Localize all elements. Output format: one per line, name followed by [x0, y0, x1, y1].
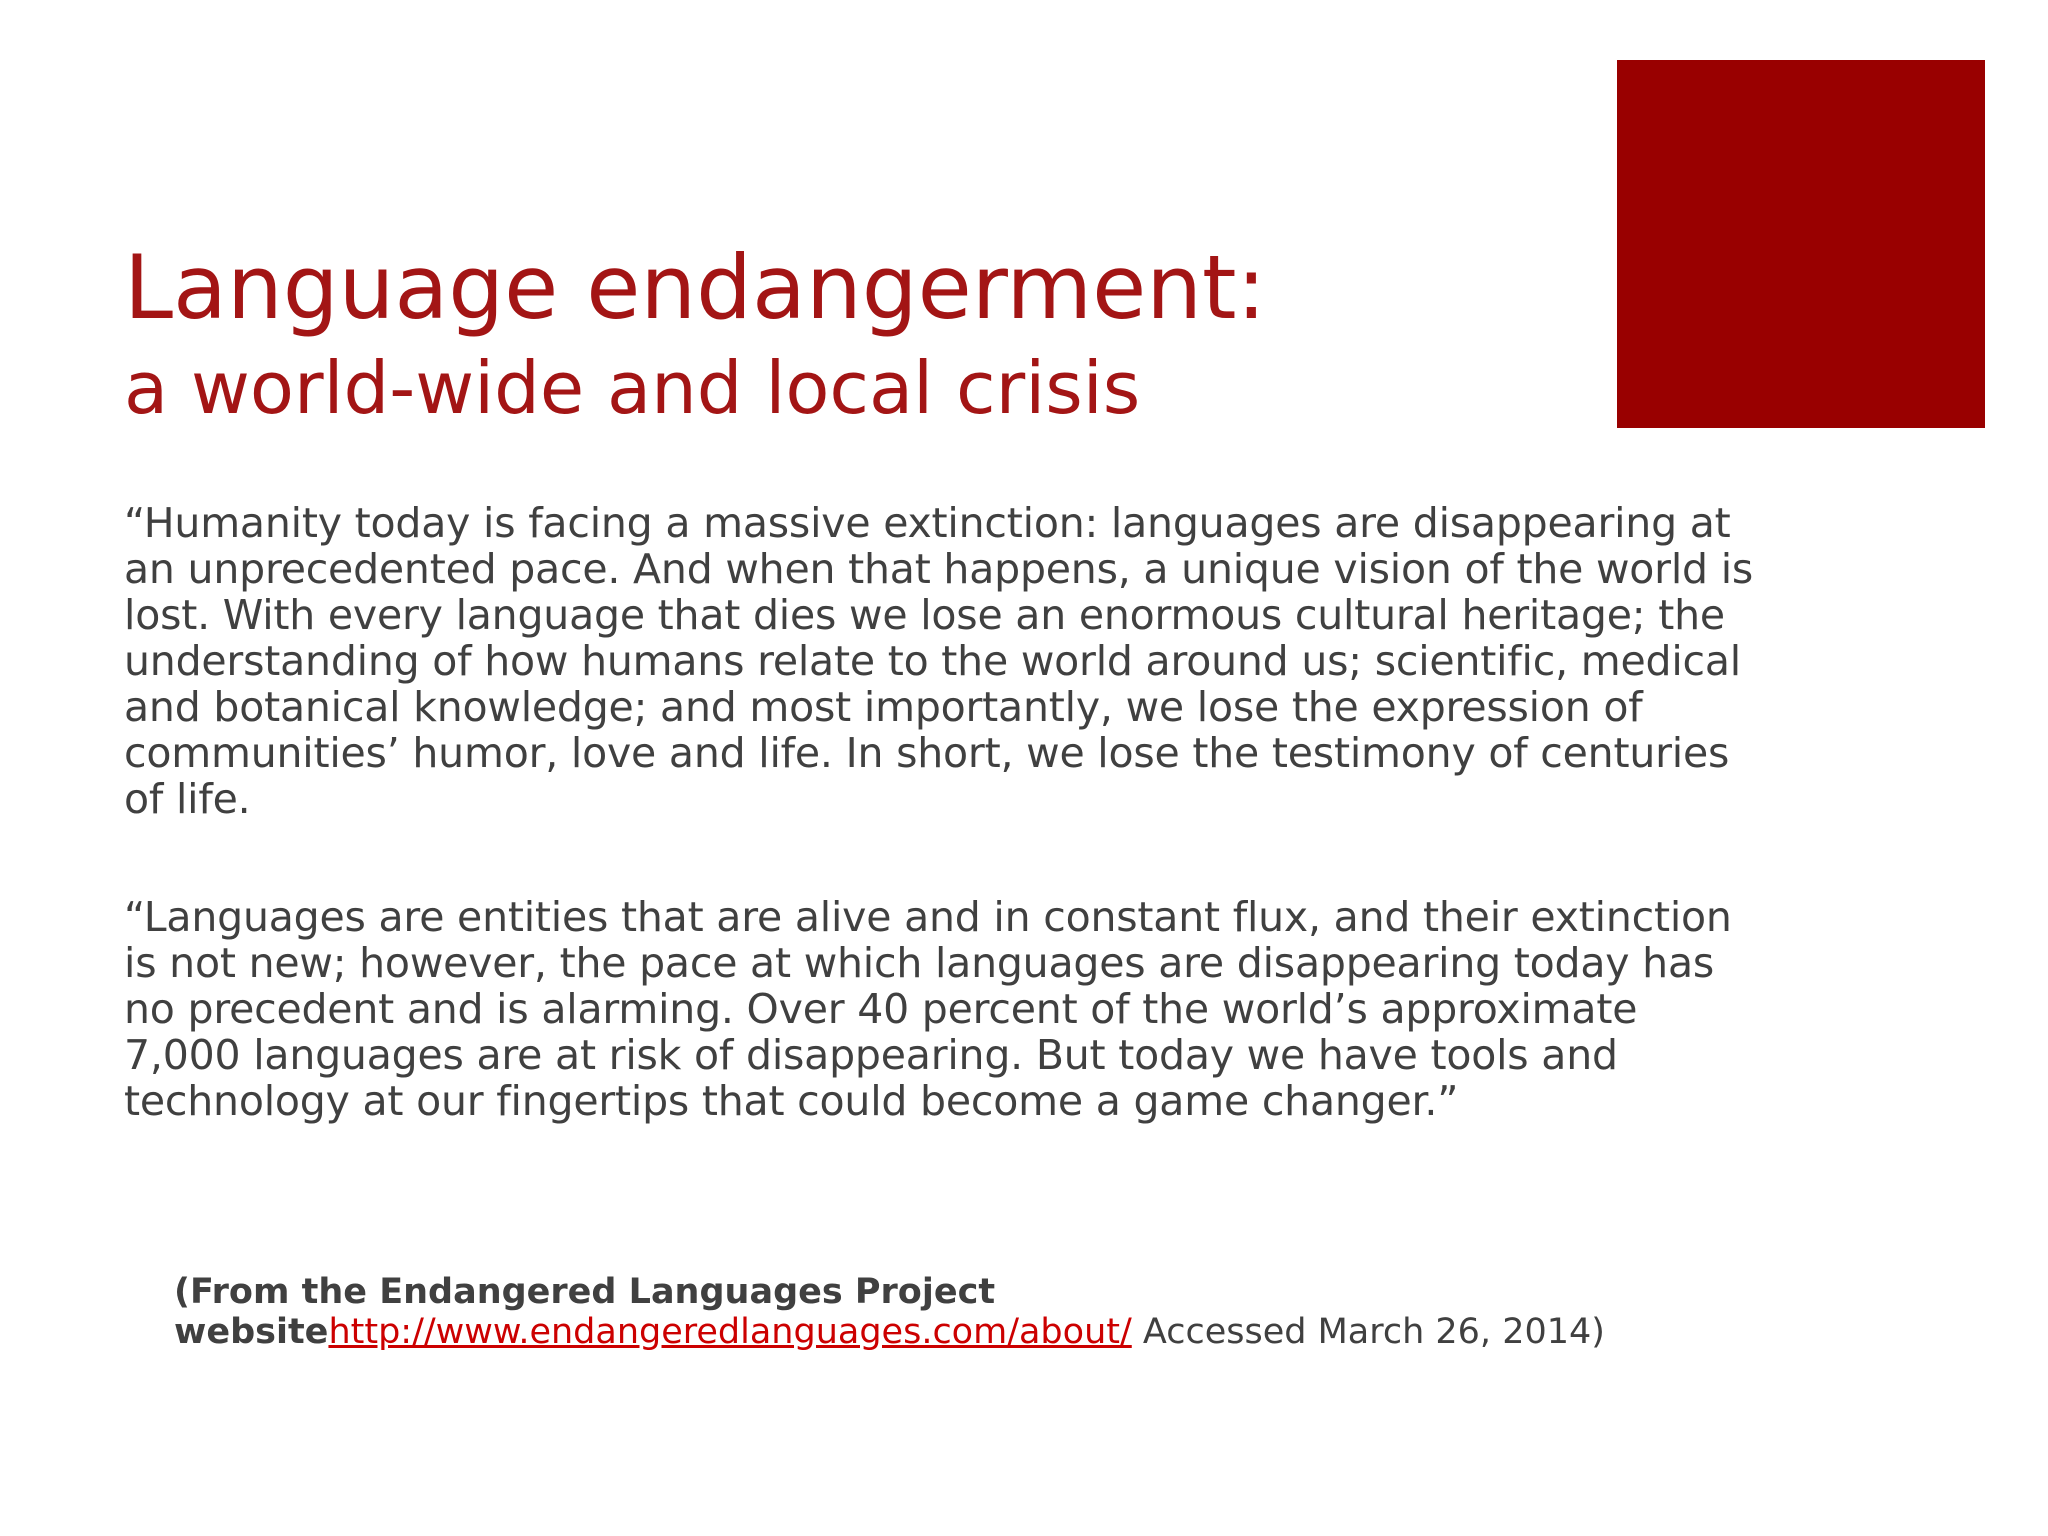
title-line-2: a world-wide and local crisis	[124, 346, 1141, 430]
citation-source: (From the Endangered Languages Project	[174, 1272, 996, 1312]
slide-body	[124, 500, 1764, 1124]
title-line-1: Language endangerment:	[124, 236, 1267, 339]
citation-website-label: website	[174, 1312, 329, 1352]
citation-link[interactable]: http://www.endangeredlanguages.com/about/	[328, 1312, 1132, 1352]
citation-accessed-date: Accessed March 26, 2014)	[1131, 1312, 1605, 1352]
quote-paragraph-2: “Languages are entities that are alive and in constant flux, and their extinction is not new; however, the pace at which languages are disappearing today has no precedent and is alarming. Over 40 percent of the world’s approximate 7,000 languages are at risk of disappearing. But today we have tools and technology at our fingertips that could become a game changer.”	[124, 893, 1732, 1125]
citation	[174, 1272, 1734, 1352]
paragraph-spacer	[124, 822, 1764, 894]
accent-square	[1617, 60, 1985, 428]
quote-paragraph-1: “Humanity today is facing a massive extinction: languages are disappearing at an unprecedented pace. And when that happens, a unique vision of the world is lost. With every language that dies we lose an enormous cultural heritage; the understanding of how humans relate to the world around us; scientific, medical and botanical knowledge; and most importantly, we lose the expression of communities’ humor, love and life. In short, we lose the testimony of centuries of life.	[124, 499, 1754, 823]
slide-title	[124, 236, 1584, 436]
